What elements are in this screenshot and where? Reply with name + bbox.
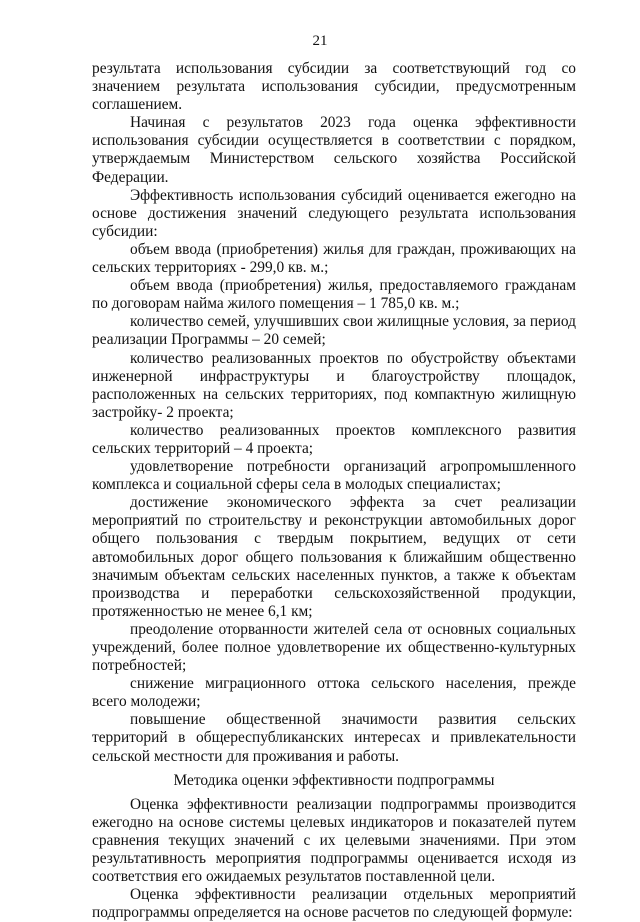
paragraph: Оценка эффективности реализации подпрограммы производится ежегодно на основе системы целевых индикаторов и показателей путем сравнения текущих значений с их целевыми значениями. При этом результативность мероприятия подпрограммы оценивается исходя из соответствия его ожидаемых результатов поставленной цели. [92, 795, 576, 886]
paragraph: количество реализованных проектов по обустройству объектами инженерной инфраструктуры и благоустройству площадок, расположенных на сельских территориях, под компактную жилищную застройку- 2 проекта; [92, 349, 576, 421]
paragraph: Эффективность использования субсидий оценивается ежегодно на основе достижения значений следующего результата использования субсидии: [92, 186, 576, 240]
paragraph: преодоление оторванности жителей села от основных социальных учреждений, более полное удовлетворение их общественно-культурных потребностей; [92, 620, 576, 675]
paragraph: снижение миграционного оттока сельского населения, прежде всего молодежи; [92, 675, 576, 711]
paragraph: количество реализованных проектов комплексного развития сельских территорий – 4 проекта; [92, 421, 576, 457]
paragraph: удовлетворение потребности организаций агропромышленного комплекса и социальной сферы села в молодых специалистах; [92, 458, 576, 494]
paragraph: объем ввода (приобретения) жилья для граждан, проживающих на сельских территориях - 299,0 кв. м.; [92, 240, 576, 277]
paragraph: достижение экономического эффекта за счет реализации мероприятий по строительству и реконструкции автомобильных дорог общего пользования с твердым покрытием, ведущих от сети автомобильных дорог общего пользования к ближайшим общественно значимым объектам сельских населенных пунктов, а также к объектам производства и переработки сельскохозяйственной продукции, протяженностью не менее 6,1 км; [92, 494, 576, 620]
paragraph: количество семей, улучшивших свои жилищные условия, за период реализации Программы – 20 семей; [92, 313, 576, 349]
section-heading: Методика оценки эффективности подпрограммы [173, 771, 495, 789]
paragraph: Оценка эффективности реализации отдельных мероприятий подпрограммы определяется на основе расчетов по следующей формуле: [92, 886, 576, 922]
paragraph: повышение общественной значимости развития сельских территорий в общереспубликанских интересах и привлекательности сельской местности для проживания и работы. [92, 711, 576, 765]
paragraph: Начиная с результатов 2023 года оценка эффективности использования субсидии осуществляется в соответствии с порядком, утверждаемым Министерством сельского хозяйства Российской Федерации. [92, 114, 576, 186]
paragraph: объем ввода (приобретения) жилья, предоставляемого гражданам по договорам найма жилого помещения – 1 785,0 кв. м.; [92, 277, 576, 313]
document-body [92, 60, 576, 922]
paragraphs-after-heading [92, 796, 576, 922]
paragraphs-before-heading [92, 60, 576, 766]
page-number: 21 [312, 33, 328, 49]
paragraph: результата использования субсидии за соответствующий год со значением результата использования субсидии, предусмотренным соглашением. [92, 60, 576, 114]
